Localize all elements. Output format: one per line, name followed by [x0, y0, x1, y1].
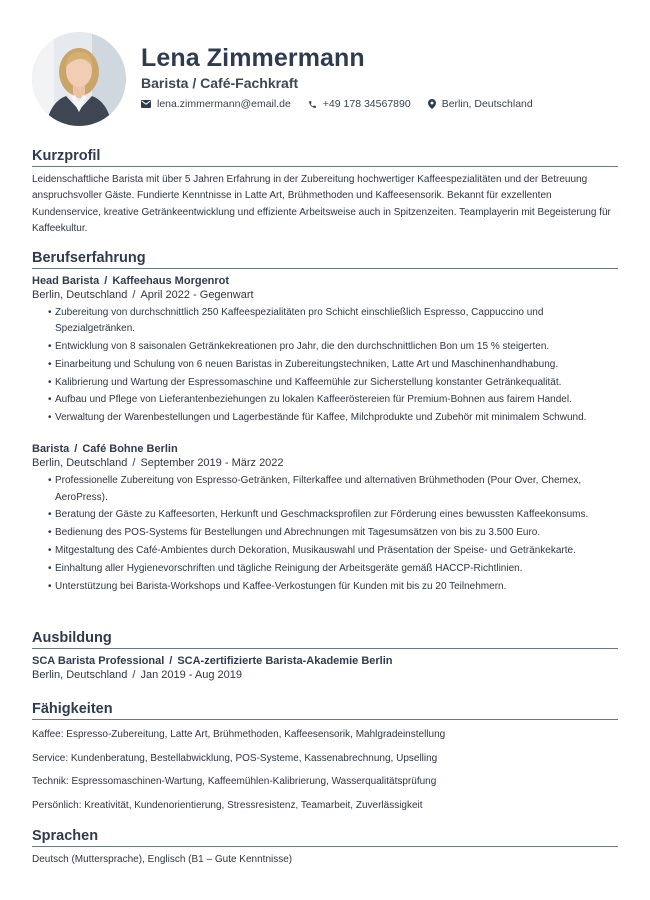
job-entry — [32, 443, 618, 594]
bullet-item: • Beratung der Gäste zu Kaffeesorten, Herkunft und Geschmacksprofilen zur Förderung eines bewussten Kaffeekonsums. — [48, 507, 618, 523]
section-title-profile: Kurzprofil — [32, 148, 618, 167]
candidate-name: Lena Zimmermann — [141, 44, 365, 72]
job-meta — [32, 457, 618, 469]
bullet-item: • Zubereitung von durchschnittlich 250 Kaffeespezialitäten pro Schicht einschließlich Espresso, Cappuccino und Spezialgetränken. — [48, 305, 618, 337]
heading-separator: / — [104, 275, 108, 287]
job-heading — [32, 443, 618, 455]
languages-text: Deutsch (Muttersprache), Englisch (B1 – Gute Kenntnisse) — [32, 854, 293, 865]
avatar — [32, 32, 126, 126]
skills-section — [32, 701, 618, 814]
education-section — [32, 630, 618, 681]
profile-text: Leidenschaftliche Barista mit über 5 Jahren Erfahrung in der Zubereitung hochwertiger Kaffeespezialitäten und der Betreuung anspruchsvoller Gäste. Fundierte Kenntnisse in Latte Art, Brühmethoden und Kaffeesensorik. Bekannt für exzellenten Kundenservice, kreative Getränkeentwicklung und effiziente Arbeitsweise auch in Spitzenzeiten. Teamplayerin mit Begeisterung für Kaffeekultur. — [32, 174, 611, 234]
job-period: April 2022 - Gegenwart — [140, 289, 254, 301]
education-period: Jan 2019 - Aug 2019 — [140, 669, 242, 681]
job-location: Berlin, Deutschland — [32, 289, 128, 301]
languages-section — [32, 828, 618, 868]
education-school: SCA-zertifizierte Barista-Akademie Berlin — [177, 655, 393, 667]
location-text: Berlin, Deutschland — [441, 98, 533, 110]
email-icon — [141, 100, 151, 108]
education-degree: SCA Barista Professional — [32, 655, 165, 667]
contact-row — [141, 98, 550, 110]
skill-line: Persönlich: Kreativität, Kundenorientierung, Stressresistenz, Teamarbeit, Zuverlässigkeit — [32, 799, 423, 811]
bullet-item: • Kalibrierung und Wartung der Espressomaschine und Kaffeemühle zur Sicherstellung konstanter Getränkequalität. — [48, 375, 618, 391]
meta-separator: / — [132, 457, 136, 470]
job-period: September 2019 - März 2022 — [140, 457, 284, 470]
bullet-item: • Verwaltung der Warenbestellungen und Lagerbestände für Kaffee, Milchprodukte und Zubehör mit minimalem Schwund. — [48, 410, 618, 426]
contact-email[interactable] — [141, 98, 291, 110]
section-title-skills: Fähigkeiten — [32, 701, 618, 720]
bullet-item: • Einhaltung aller Hygienevorschriften und tägliche Reinigung der Arbeitsgeräte gemäß HACCP-Richtlinien. — [48, 561, 618, 577]
experience-section — [32, 250, 618, 596]
profile-section — [32, 148, 618, 237]
job-entry — [32, 275, 618, 426]
heading-separator: / — [169, 655, 173, 667]
skill-line: Kaffee: Espresso-Zubereitung, Latte Art, Brühmethoden, Kaffeesensorik, Mahlgradeinstellung — [32, 729, 446, 740]
bullet-item: • Mitgestaltung des Café-Ambientes durch Dekoration, Musikauswahl und Präsentation der Speise- und Getränkekarte. — [48, 543, 618, 559]
job-position: Barista — [32, 443, 70, 456]
portrait-photo-icon — [32, 32, 126, 126]
job-position: Head Barista — [32, 275, 100, 287]
skill-line: Technik: Espressomaschinen-Wartung, Kaffeemühlen-Kalibrierung, Wasserqualitätsprüfung — [32, 776, 437, 788]
heading-separator: / — [74, 443, 78, 456]
job-heading — [32, 275, 618, 287]
education-location: Berlin, Deutschland — [32, 669, 128, 681]
phone-text: +49 178 34567890 — [322, 98, 411, 110]
contact-phone[interactable] — [308, 98, 411, 110]
section-title-education: Ausbildung — [32, 630, 618, 649]
section-title-experience: Berufserfahrung — [32, 250, 618, 269]
meta-separator: / — [132, 289, 136, 301]
meta-separator: / — [132, 669, 136, 681]
location-pin-icon — [428, 99, 436, 109]
skill-line: Service: Kundenberatung, Bestellabwicklung, POS-Systeme, Kassenabrechnung, Upselling — [32, 752, 438, 764]
resume-header — [32, 0, 618, 150]
candidate-role: Barista / Café-Fachkraft — [141, 75, 299, 91]
contact-location — [428, 98, 533, 110]
section-title-languages: Sprachen — [32, 828, 618, 847]
bullet-item: • Aufbau und Pflege von Lieferantenbeziehungen zu lokalen Kaffeeröstereien für Premium-Bohnen aus fairem Handel. — [48, 392, 618, 408]
job-bullets — [32, 305, 618, 426]
job-bullets — [32, 473, 618, 594]
job-company: Café Bohne Berlin — [82, 443, 178, 456]
bullet-item: • Unterstützung bei Barista-Workshops und Kaffee-Verkostungen für Kunden mit bis zu 20 Teilnehmern. — [48, 579, 618, 595]
job-meta — [32, 289, 618, 301]
job-location: Berlin, Deutschland — [32, 457, 128, 470]
email-text: lena.zimmermann@email.de — [157, 98, 291, 110]
bullet-item: • Einarbeitung und Schulung von 6 neuen Baristas in Zubereitungstechniken, Latte Art und Maschinenhandhabung. — [48, 357, 618, 373]
education-heading — [32, 655, 618, 667]
bullet-item: • Bedienung des POS-Systems für Bestellungen und Abrechnungen mit Tagesumsätzen von bis zu 3.500 Euro. — [48, 525, 618, 541]
bullet-item: • Professionelle Zubereitung von Espresso-Getränken, Filterkaffee und alternativen Brühmethoden (Pour Over, Chemex, AeroPress). — [48, 473, 618, 505]
bullet-item: • Entwicklung von 8 saisonalen Getränkekreationen pro Jahr, die den durchschnittlichen Bon um 15 % steigerten. — [48, 339, 618, 355]
education-meta — [32, 669, 618, 681]
phone-icon — [308, 100, 317, 109]
job-company: Kaffeehaus Morgenrot — [112, 275, 230, 287]
